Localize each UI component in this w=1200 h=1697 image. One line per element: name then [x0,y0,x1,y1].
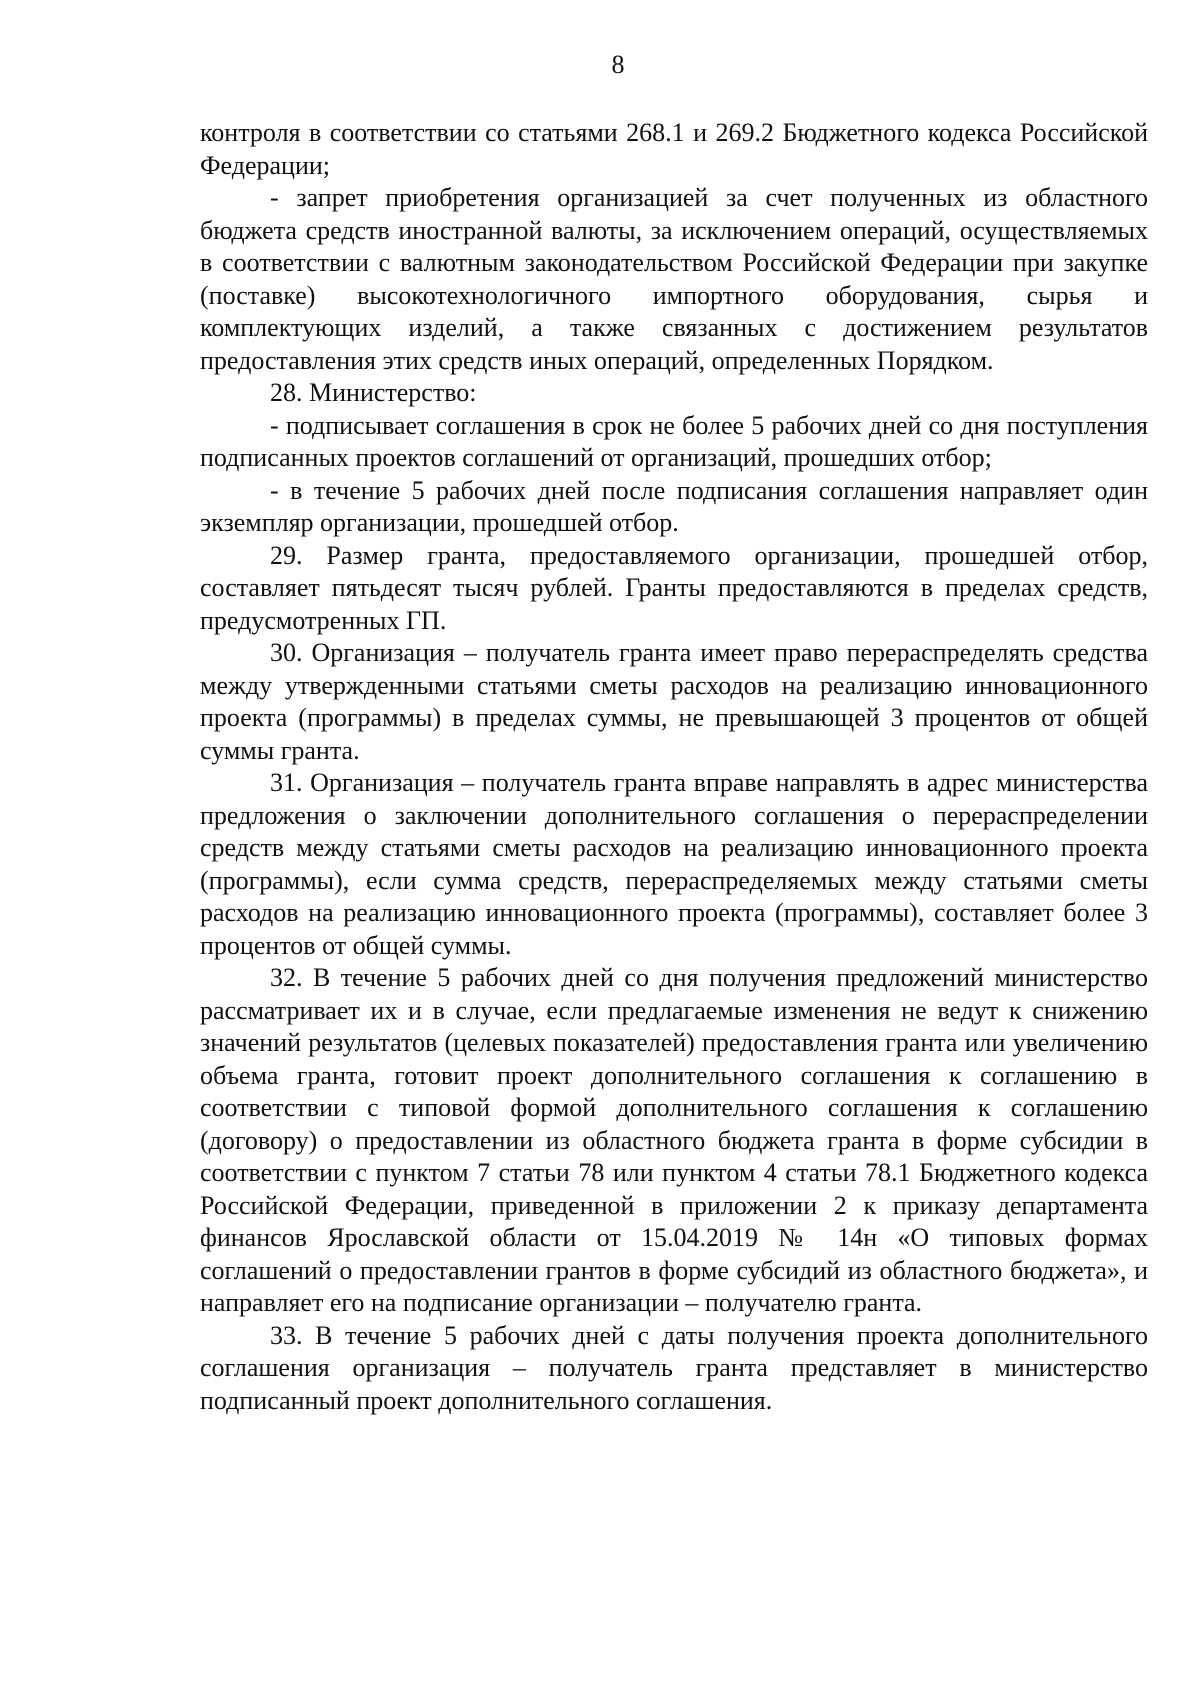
paragraph-currency-ban: - запрет приобретения организацией за счет полученных из областного бюджета средств иностранной валюты, за исключением операций, осуществляемых в соответствии с валютным законодательством Российской Федерации при закупке (поставке) высокотехнологичного импортного оборудования, сырья и комплектующих изделий, а также связанных с достижением результатов предоставления этих средств иных операций, определенных Порядком. [200,183,1148,375]
paragraph-30: 30. Организация – получатель гранта имеет право перераспределять средства между утвержденными статьями сметы расходов на реализацию инновационного проекта (программы) в пределах суммы, не превышающей 3 процентов от общей суммы гранта. [200,638,1148,765]
document-body [200,117,1148,1417]
paragraph-continuation: контроля в соответствии со статьями 268.1 и 269.2 Бюджетного кодекса Российской Федерации; [200,118,1148,180]
paragraph-28-sending: - в течение 5 рабочих дней после подписания соглашения направляет один экземпляр организации, прошедшей отбор. [200,475,1148,537]
paragraph-28-signing: - подписывает соглашения в срок не более 5 рабочих дней со дня поступления подписанных проектов соглашений от организаций, прошедших отбор; [200,410,1148,472]
paragraph-28-heading: 28. Министерство: [270,378,477,407]
page-number: 8 [611,50,625,79]
paragraph-33: 33. В течение 5 рабочих дней с даты получения проекта дополнительного соглашения организация – получатель гранта представляет в министерство подписанный проект дополнительного соглашения. [200,1320,1148,1415]
paragraph-29: 29. Размер гранта, предоставляемого организации, прошедшей отбор, составляет пятьдесят тысяч рублей. Гранты предоставляются в пределах средств, предусмотренных ГП. [200,540,1148,635]
paragraph-31: 31. Организация – получатель гранта вправе направлять в адрес министерства предложения о заключении дополнительного соглашения о перераспределении средств между статьями сметы расходов на реализацию инновационного проекта (программы), если сумма средств, перераспределяемых между статьями сметы расходов на реализацию инновационного проекта (программы), составляет более 3 процентов от общей суммы. [200,768,1148,960]
paragraph-32: 32. В течение 5 рабочих дней со дня получения предложений министерство рассматривает их и в случае, если предлагаемые изменения не ведут к снижению значений результатов (целевых показателей) предоставления гранта или увеличению объема гранта, готовит проект дополнительного соглашения к соглашению в соответствии с типовой формой дополнительного соглашения к соглашению (договору) о предоставлении из областного бюджета гранта в форме субсидии в соответствии с пунктом 7 статьи 78 или пунктом 4 статьи 78.1 Бюджетного кодекса Российской Федерации, приведенной в приложении 2 к приказу департамента финансов Ярославской области от 15.04.2019 № 14н «О типовых формах соглашений о предоставлении грантов в форме субсидий из областного бюджета», и направляет его на подписание организации – получателю гранта. [200,963,1148,1317]
